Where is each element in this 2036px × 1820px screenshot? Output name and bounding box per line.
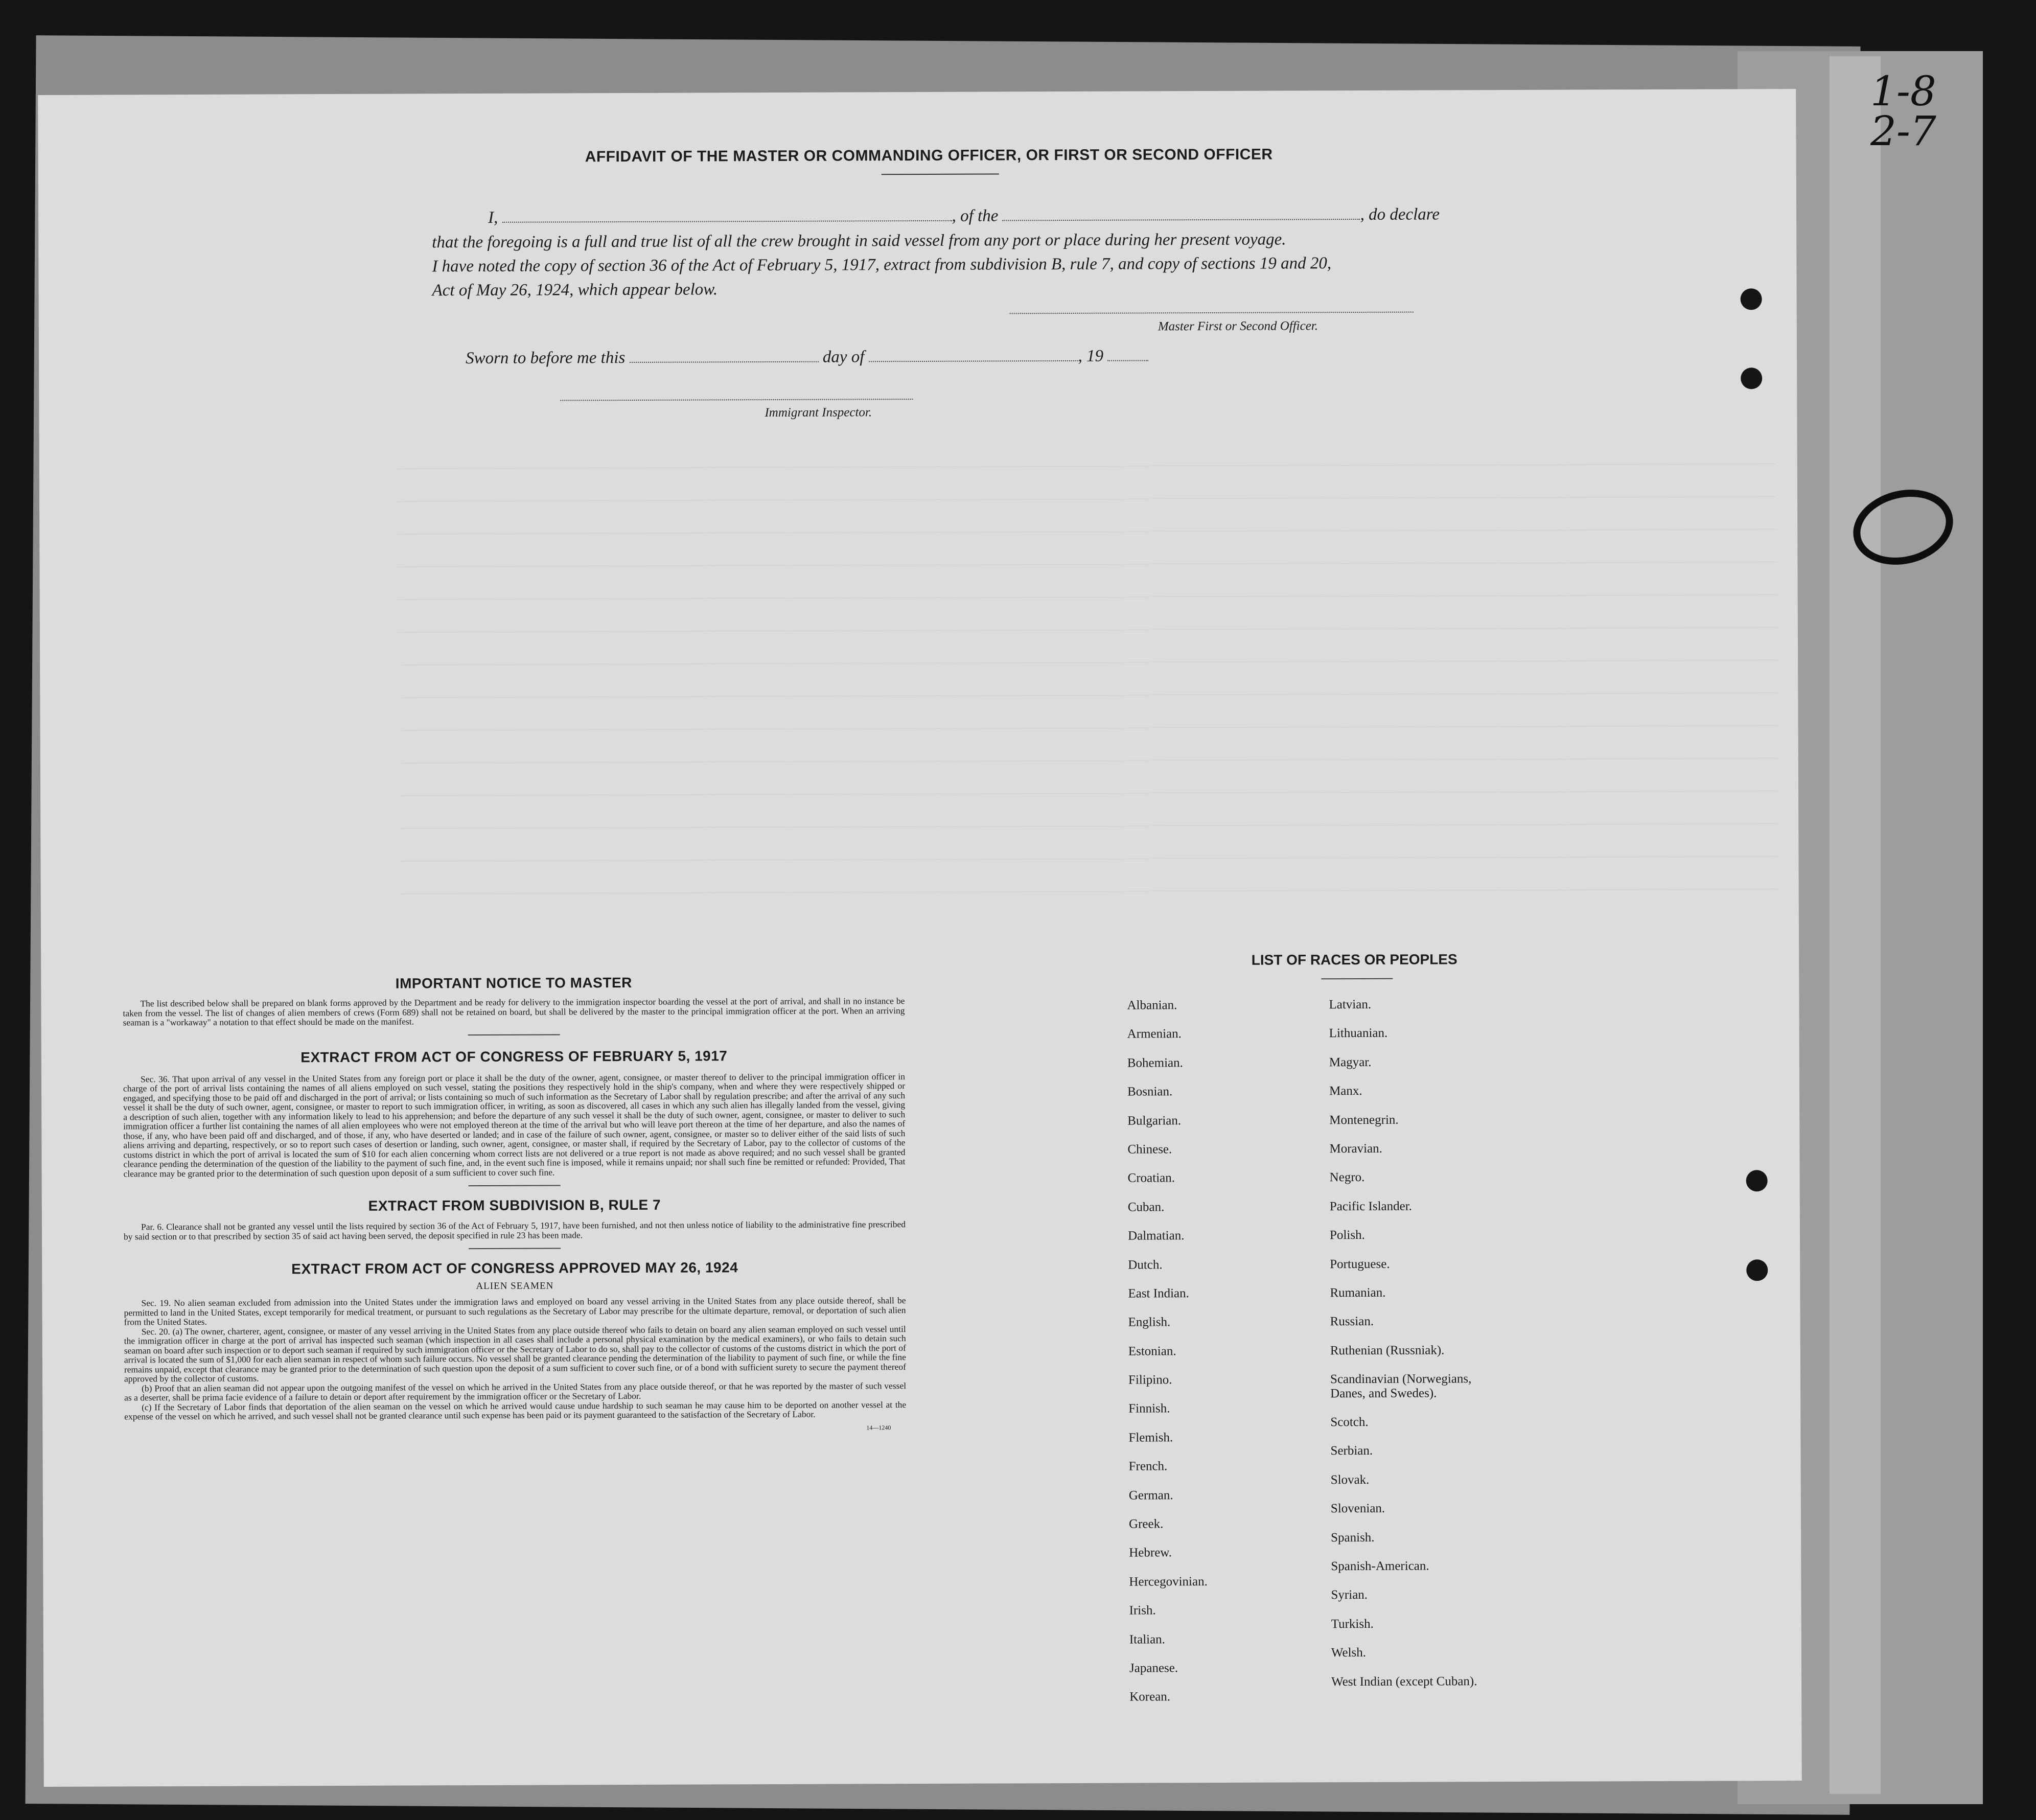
bleed-through-row [398, 857, 1778, 894]
bleed-through-row [398, 791, 1778, 828]
race-item: Hebrew. [1129, 1546, 1172, 1560]
race-item: Scandinavian (Norwegians, Danes, and Swedes). [1330, 1372, 1472, 1401]
race-item: Spanish-American. [1331, 1559, 1429, 1574]
race-item: Dalmatian. [1127, 1229, 1185, 1243]
races-right-column [1329, 997, 1500, 1703]
race-item: Latvian. [1329, 997, 1372, 1012]
master-signature-line [1010, 312, 1414, 314]
bleed-through-row [398, 595, 1777, 632]
race-item: Slovenian. [1330, 1502, 1385, 1516]
race-item: Albanian. [1127, 998, 1177, 1012]
bleed-through-row [398, 693, 1777, 730]
underlying-sheet-edge-light [1830, 56, 1881, 1794]
race-item: Estonian. [1128, 1344, 1176, 1358]
race-item: Syrian. [1331, 1588, 1368, 1602]
master-label: Master First or Second Officer. [1158, 319, 1318, 334]
bleed-through-rows [397, 431, 1778, 894]
race-item: Polish. [1329, 1228, 1365, 1242]
manifest-page [38, 89, 1802, 1787]
race-item: Flemish. [1128, 1431, 1173, 1445]
bleed-through-row [397, 431, 1777, 469]
notice-rule [468, 1034, 560, 1035]
sworn-month-blank [869, 355, 1078, 362]
race-item: Bulgarian. [1127, 1113, 1182, 1128]
race-item: French. [1128, 1459, 1168, 1473]
races-title: LIST OF RACES OR PEOPLES [1251, 951, 1457, 968]
extract-rule7-text: Par. 6. Clearance shall not be granted any vessel until the lists required by section 36 of the Act of February 5, 1917, have been furnished, and not then unless notice of liability to the administrative fine prescribed by said section or to that prescribed by section 35 of said act having been served, the deposit specified in rule 23 has been made. [123, 1219, 906, 1241]
race-item: Japanese. [1129, 1661, 1178, 1675]
race-item: Irish. [1129, 1603, 1156, 1618]
race-item: Korean. [1129, 1690, 1171, 1704]
inspector-label: Immigrant Inspector. [765, 405, 872, 420]
inspector-signature-line [560, 399, 913, 401]
race-item: Slovak. [1330, 1472, 1370, 1487]
affidavit-line-2: that the foregoing is a full and true list of all the crew brought in said vessel from any port or place during her present voyage. [432, 230, 1286, 252]
extract-rule7-rule [469, 1248, 561, 1249]
races-left-column [1127, 998, 1208, 1719]
extract-1917-text: Sec. 36. That upon arrival of any vessel in the United States from any foreign port or place it shall be the duty of the owner, agent, consignee, or master thereof to deliver to the principal immigration officer in charge of the port of arrival lists containing the names of all aliens employed on such vessel, stating the positions they respectively hold in the ship's company, when and where they were respectively shipped or engaged, and specifying those to be paid off and discharged in the port of arrival; or lists containing so much of such information as the Secretary of Labor shall by regulation prescribe; and after the arrival of any such vessel it shall be the duty of such owner, agent, consignee, or master to report to such immigration officer, in writing, as soon as discovered, all cases in which any such alien has illegally landed from the vessel, giving a description of such alien, together with any information likely to lead to his apprehension; and before the departure of any such vessel it shall be the duty of such owner, agent, consignee, or master to deliver to such immigration officer a further list containing the names of all alien employees who were not employed thereon at the time of the arrival but who will leave port thereon at the time of her departure, and also the names of those, if any, who have been paid off and discharged, and of those, if any, who have deserted or landed; and in case of the failure of such owner, agent, consignee, or master so to deliver either of the said lists of such aliens arriving and departing, respectively, or so to report such cases of desertion or landing, such owner, agent, consignee, or master shall, if required by the Secretary of Labor, pay to the collector of customs of the customs district in which the port of arrival is located the sum of $10 for each alien concerning whom correct lists are not delivered or a true report is not made as above required; and no such vessel shall be granted clearance pending the determination of the question of the liability to the payment of such fine, and, in the event such fine is imposed, while it remains unpaid; nor shall such fine be remitted or refunded: Provided, That clearance may be granted prior to the determination of such question upon deposit of a sum sufficient to cover such fine. [123, 1071, 906, 1179]
race-item: Magyar. [1329, 1055, 1372, 1069]
affidavit-title-rule [882, 173, 999, 175]
notice-text: The list described below shall be prepared on blank forms approved by the Department and be ready for delivery to the immigration inspector boarding the vessel at the port of arrival, and shall in no instance be taken from the vessel. The list of changes of alien members of crews (Form 689) shall not be retained on board, but shall be delivered by the master to the principal immigration officer at the port. When an arriving seaman is a "workaway" a notation to that effect should be made on the manifest. [123, 996, 905, 1028]
sec-20c-text: (c) If the Secretary of Labor finds that deportation of the alien seaman on the vessel on which he arrived would cause undue hardship to such seaman he may cause him to be deported on another vessel at the expense of the vessel on which he arrived, and such vessel shall not be granted clearance until such expense has been paid or its payment guaranteed to the satisfaction of the Secretary of Labor. [124, 1399, 907, 1422]
race-item: Armenian. [1127, 1027, 1182, 1041]
bleed-through-row [398, 628, 1777, 665]
affidavit-declare: , do declare [1360, 205, 1440, 224]
affidavit-line-3: I have noted the copy of section 36 of the Act of February 5, 1917, extract from subdivision B, rule 7, and copy of sections 19 and 20, [432, 254, 1332, 276]
bleed-through-row [398, 726, 1778, 763]
bleed-through-row [397, 529, 1777, 567]
notice-title: IMPORTANT NOTICE TO MASTER [395, 974, 632, 992]
race-item: Russian. [1330, 1315, 1374, 1329]
race-item: Scotch. [1330, 1415, 1369, 1430]
race-item: German. [1128, 1488, 1173, 1503]
sec-20b-text: (b) Proof that an alien seaman did not appear upon the outgoing manifest of the vessel on which he arrived in the United States from any place outside thereof, or that he was reported by the master of such vessel as a deserter, shall be prima facie evidence of a failure to detain or deport after requirement by the immigration officer or the Secretary of Labor. [124, 1380, 907, 1403]
sworn-day-blank [630, 356, 819, 363]
sworn-year-blank [1107, 355, 1148, 361]
race-item: Moravian. [1329, 1141, 1382, 1156]
races-title-rule [1321, 978, 1393, 979]
race-item: Bosnian. [1127, 1085, 1173, 1099]
affidavit-of-the: , of the [952, 206, 999, 225]
race-item: Montenegrin. [1329, 1113, 1399, 1127]
race-item: Cuban. [1127, 1200, 1165, 1214]
race-item: Rumanian. [1330, 1285, 1386, 1300]
affidavit-i: I, [488, 208, 498, 227]
race-item: Portuguese. [1330, 1257, 1390, 1271]
notice-section [123, 974, 906, 1434]
bleed-through-row [398, 660, 1777, 698]
affidavit-line-4: Act of May 26, 1924, which appear below. [432, 280, 718, 300]
race-item: Chinese. [1127, 1142, 1172, 1157]
affidavit-title: AFFIDAVIT OF THE MASTER OR COMMANDING OFFICER, OR FIRST OR SECOND OFFICER [585, 146, 1273, 166]
bleed-through-row [398, 758, 1778, 796]
race-item: Serbian. [1330, 1444, 1373, 1458]
day-of-text: day of [822, 348, 865, 366]
bleed-through-row [398, 824, 1778, 861]
sec-19-text: Sec. 19. No alien seaman excluded from admission into the United States under the immigration laws and employed on board any vessel arriving in the United States from any place outside thereof, shall be permitted to land in the United States, except temporarily for medical treatment, or pursuant to such regulations as the Secretary of Labor may prescribe for the ultimate departure, removal, or deportation of such alien from the United States. [124, 1295, 906, 1327]
vessel-blank [1003, 214, 1360, 221]
race-item: Croatian. [1127, 1171, 1175, 1185]
extract-1924-subtitle: ALIEN SEAMEN [476, 1280, 554, 1292]
race-item: Finnish. [1128, 1401, 1170, 1416]
form-number: 14—1240 [866, 1423, 891, 1431]
bleed-through-row [397, 464, 1777, 501]
affidavit-line-1 [488, 205, 1440, 227]
race-item: Pacific Islander. [1329, 1199, 1412, 1213]
race-item: Greek. [1128, 1517, 1164, 1531]
race-item: Negro. [1329, 1170, 1365, 1185]
race-item: Turkish. [1331, 1617, 1374, 1631]
race-item: English. [1128, 1315, 1171, 1329]
race-item: Dutch. [1128, 1257, 1163, 1272]
race-item: Filipino. [1128, 1373, 1172, 1387]
extract-rule7-title: EXTRACT FROM SUBDIVISION B, RULE 7 [368, 1196, 661, 1214]
race-item: Hercegovinian. [1129, 1574, 1208, 1589]
race-item: Lithuanian. [1329, 1026, 1388, 1041]
sworn-text: Sworn to before me this [465, 349, 626, 368]
bleed-through-row [397, 497, 1777, 534]
race-item: Welsh. [1331, 1646, 1367, 1660]
extract-1917-title: EXTRACT FROM ACT OF CONGRESS OF FEBRUARY 5, 1917 [300, 1047, 728, 1065]
bleed-through-row [397, 562, 1777, 600]
race-item: Italian. [1129, 1632, 1165, 1647]
extract-1924-title: EXTRACT FROM ACT OF CONGRESS APPROVED MAY 26, 1924 [291, 1259, 738, 1277]
race-item: Bohemian. [1127, 1055, 1183, 1070]
race-item: West Indian (except Cuban). [1331, 1674, 1477, 1689]
extract-1917-rule [469, 1185, 561, 1186]
name-blank [502, 215, 952, 223]
race-item: Spanish. [1331, 1530, 1375, 1545]
race-item: East Indian. [1128, 1286, 1189, 1301]
race-item: Ruthenian (Russniak). [1330, 1343, 1445, 1357]
race-item: Manx. [1329, 1084, 1362, 1098]
sworn-line [466, 347, 1148, 368]
year-text: , 19 [1078, 347, 1104, 365]
margin-handwriting: 1-8 2-7 [1870, 67, 1936, 155]
sec-20a-text: Sec. 20. (a) The owner, charterer, agent, consignee, or master of any vessel arriving in the United States from any place outside thereof who fails to detain on board any alien seaman employed on such vessel until the immigration officer in charge at the port of arrival has inspected such seaman (which inspection in all cases shall include a personal physical examination by the medical examiners), or who fails to detain such seaman on board after such inspection or to deport such seaman if required by such immigration officer or the Secretary of Labor to do so, shall pay to the collector of customs of the customs district in which the port of arrival is located the sum of $1,000 for each alien seaman in respect of whom such failure occurs. No vessel shall be granted clearance pending the determination of the liability to payment of such fine, or while the fine remains unpaid, except that clearance may be granted prior to the determination of such question upon the deposit of a sum sufficient to cover such fine, or of a bond with sufficient surety to secure the payment thereof approved by the collector of customs. [124, 1323, 906, 1384]
